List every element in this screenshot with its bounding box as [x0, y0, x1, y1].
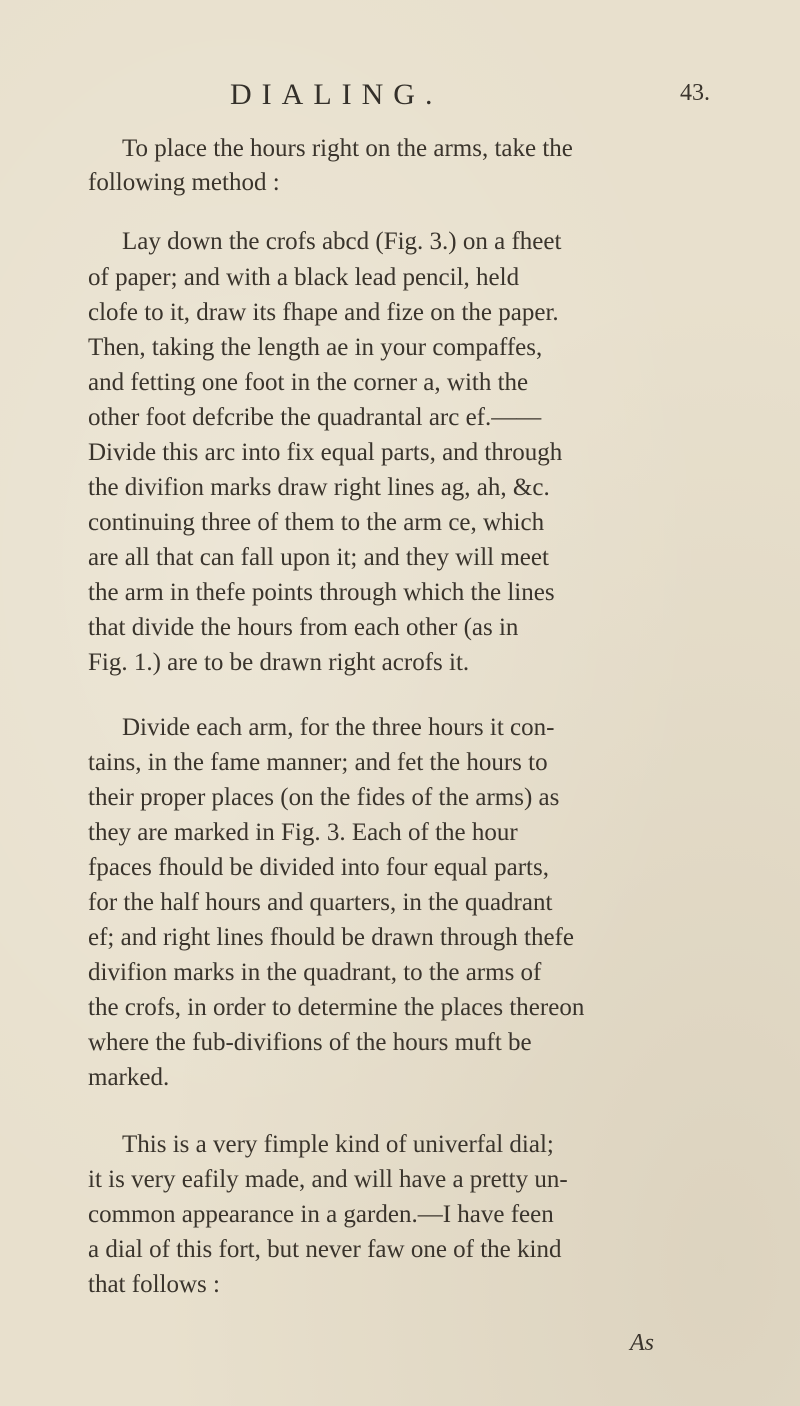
text-line: and fetting one foot in the corner a, with the [88, 369, 529, 396]
text-line: following method : [88, 169, 280, 196]
text-line: the divifion marks draw right lines ag, ah, &c. [88, 474, 550, 501]
text-line: tains, in the fame manner; and fet the hours to [88, 749, 548, 776]
catchword: As [630, 1330, 654, 1356]
text-line: of paper; and with a black lead pencil, held [88, 264, 520, 291]
text-line: their proper places (on the fides of the arms) as [88, 784, 560, 811]
text-line: Fig. 1.) are to be drawn right acrofs it. [88, 649, 470, 676]
text-line: the arm in thefe points through which the lines [88, 579, 555, 606]
text-line: Lay down the crofs abcd (Fig. 3.) on a fheet [122, 228, 562, 255]
text-line: are all that can fall upon it; and they will meet [88, 544, 549, 571]
text-line: clofe to it, draw its fhape and fize on the paper. [88, 299, 559, 326]
text-line: common appearance in a garden.—I have feen [88, 1201, 554, 1228]
text-line: other foot defcribe the quadrantal arc ef.—— [88, 404, 542, 431]
text-line: where the fub-divifions of the hours muft be [88, 1029, 532, 1056]
text-line: divifion marks in the quadrant, to the arms of [88, 959, 542, 986]
text-line: that follows : [88, 1271, 220, 1298]
text-line: This is a very fimple kind of univerfal dial; [122, 1131, 554, 1158]
text-line: ef; and right lines fhould be drawn through thefe [88, 924, 574, 951]
text-line: they are marked in Fig. 3. Each of the hour [88, 819, 518, 846]
text-line: Divide this arc into fix equal parts, and through [88, 439, 563, 466]
text-line: marked. [88, 1064, 170, 1091]
text-line: that divide the hours from each other (as in [88, 614, 519, 641]
text-line: Divide each arm, for the three hours it con- [122, 714, 555, 741]
text-line: Then, taking the length ae in your compaffes, [88, 334, 543, 361]
text-line: continuing three of them to the arm ce, which [88, 509, 545, 536]
text-line: fpaces fhould be divided into four equal parts, [88, 854, 549, 881]
page-number: 43. [680, 80, 710, 106]
text-line: it is very eafily made, and will have a pretty un- [88, 1166, 568, 1193]
text-line: a dial of this fort, but never faw one of the kind [88, 1236, 562, 1263]
text-line: To place the hours right on the arms, take the [122, 135, 573, 162]
text-line: for the half hours and quarters, in the quadrant [88, 889, 553, 916]
running-head: DIALING. [230, 78, 443, 111]
text-line: the crofs, in order to determine the places thereon [88, 994, 585, 1021]
